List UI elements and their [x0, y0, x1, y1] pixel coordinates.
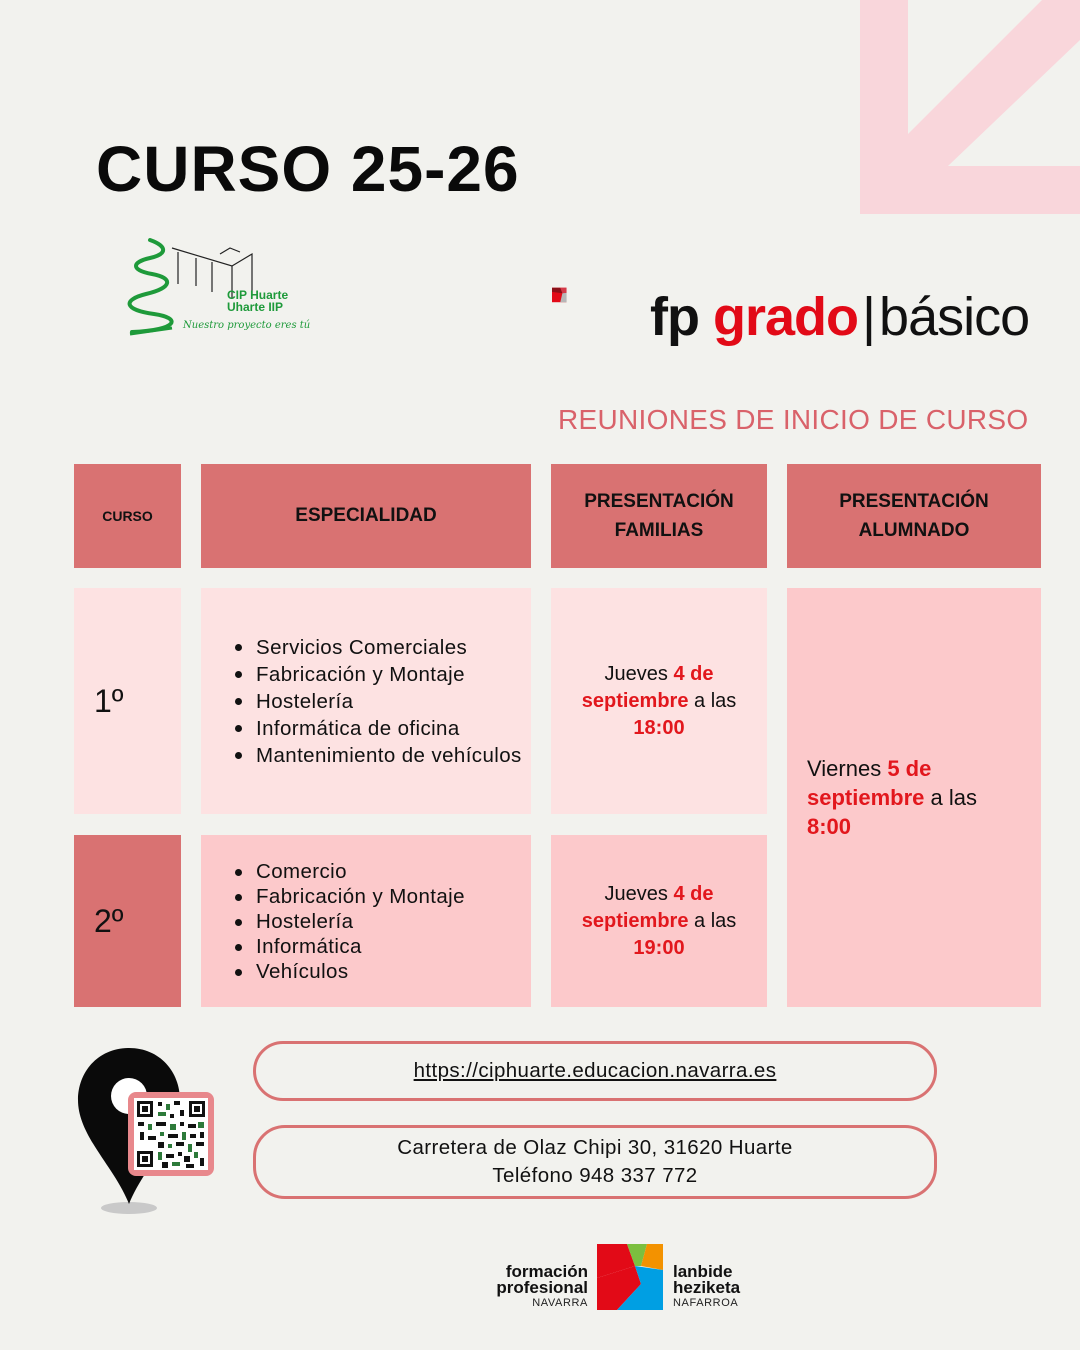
school-name: CIP Huarte Uharte IIP: [227, 288, 289, 314]
list-item: Fabricación y Montaje: [223, 884, 465, 909]
list-item: Mantenimiento de vehículos: [223, 742, 522, 769]
address-pill: [253, 1125, 937, 1199]
header-presentacion-alumnado: PRESENTACIÓN ALUMNADO: [787, 464, 1041, 568]
header-curso: CURSO: [74, 464, 181, 568]
row2-curso: 2º: [74, 835, 181, 1007]
row1-especialidades: [201, 588, 531, 814]
list-item: Hostelería: [223, 688, 522, 715]
footer-left-text: formación profesional NAVARRA: [496, 1262, 588, 1309]
school-tagline: Nuestro proyecto eres tú: [183, 320, 311, 331]
row1-curso: 1º: [74, 588, 181, 814]
address-text: Carretera de Olaz Chipi 30, 31620 Huarte: [397, 1136, 793, 1159]
fp-navarra-logo: [597, 1244, 663, 1310]
list-item: Informática de oficina: [223, 715, 522, 742]
subtitle: REUNIONES DE INICIO DE CURSO: [558, 404, 1029, 435]
list-item: Hostelería: [223, 909, 465, 934]
page-title: CURSO 25-26: [96, 133, 520, 205]
header-especialidad: ESPECIALIDAD: [201, 464, 531, 568]
website-pill: [253, 1041, 937, 1101]
arrow-decoration-icon: [860, 0, 1080, 214]
header-presentacion-familias: PRESENTACIÓN FAMILIAS: [551, 464, 767, 568]
program-logo-text: fp grado|básico: [650, 287, 1030, 347]
location-pin-icon: [74, 1046, 234, 1218]
row2-especialidades: [201, 835, 531, 1007]
website-link[interactable]: https://ciphuarte.educacion.navarra.es: [413, 1059, 777, 1082]
list-item: Servicios Comerciales: [223, 634, 522, 661]
footer-right-text: lanbide heziketa NAFARROA: [673, 1262, 741, 1309]
list-item: Comercio: [223, 859, 465, 884]
list-item: Informática: [223, 934, 465, 959]
fp-grado-basico-logo: [552, 254, 636, 338]
alumnado-date: Viernes 5 de septiembre a las 8:00: [787, 588, 1041, 1007]
phone-text: Teléfono 948 337 772: [492, 1164, 698, 1187]
list-item: Fabricación y Montaje: [223, 661, 522, 688]
row2-familias-date: Jueves 4 de septiembre a las 19:00: [551, 835, 767, 1007]
list-item: Vehículos: [223, 959, 465, 984]
row1-familias-date: Jueves 4 de septiembre a las 18:00: [551, 588, 767, 814]
